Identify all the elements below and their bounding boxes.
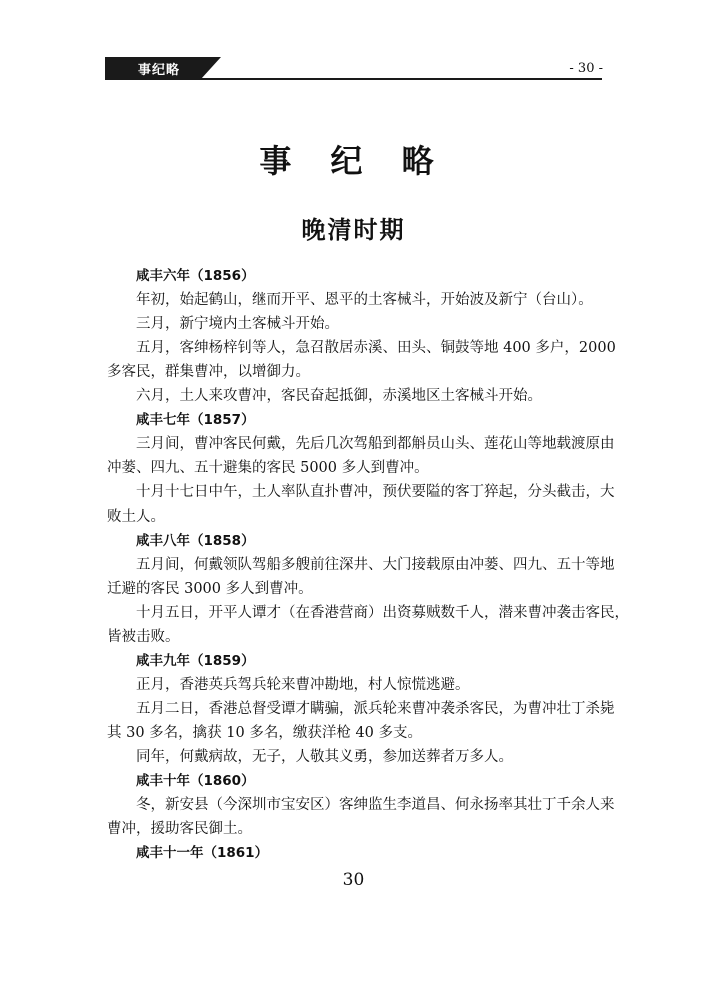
header-rule xyxy=(105,78,602,80)
header-section-label: 事纪略 xyxy=(138,63,181,78)
year-heading: 咸丰八年（1858） xyxy=(136,532,255,549)
paragraph-continuation: 皆被击败。 xyxy=(107,628,180,645)
year-heading: 咸丰六年（1856） xyxy=(136,268,255,284)
footer-page-number: 30 xyxy=(342,870,365,890)
paragraph-continuation: 曹冲，援助客民御土。 xyxy=(107,821,252,838)
year-heading: 咸丰九年（1859） xyxy=(136,652,255,669)
paragraph-continuation: 冲蒌、四九、五十避集的客民 5000 多人到曹冲。 xyxy=(107,460,429,477)
paragraph-line: 正月，香港英兵驾兵轮来曹冲勘地，村人惊慌逃避。 xyxy=(136,676,470,693)
paragraph-continuation: 迁避的客民 3000 多人到曹冲。 xyxy=(107,580,313,597)
paragraph-line: 三月间，曹冲客民何戴，先后几次驾船到都斛员山头、莲花山等地载渡原由 xyxy=(136,436,615,453)
paragraph-continuation: 败土人。 xyxy=(107,508,165,525)
page-title: 事 纪 略 xyxy=(259,142,448,180)
header-tab-slant xyxy=(201,57,221,79)
year-heading: 咸丰十年（1860） xyxy=(136,773,255,790)
paragraph-line: 十月五日，开平人谭才（在香港营商）出资募贼数千人，潜来曹冲袭击客民， xyxy=(136,604,629,621)
year-heading: 咸丰十一年（1861） xyxy=(136,845,269,862)
paragraph-line: 五月二日，香港总督受谭才瞒骗，派兵轮来曹冲袭杀客民，为曹冲壮丁杀毙 xyxy=(136,700,615,717)
paragraph-continuation: 多客民，群集曹冲，以增御力。 xyxy=(107,364,310,381)
paragraph-line: 十月十七日中午，土人率队直扑曹冲，预伏要隘的客丁猝起，分头截击，大 xyxy=(136,484,615,501)
paragraph-line: 冬，新安县（今深圳市宝安区）客绅监生李道昌、何永扬率其壮丁千余人来 xyxy=(136,797,615,814)
paragraph-line: 五月，客绅杨梓钊等人，急召散居赤溪、田头、铜鼓等地 400 多户，2000 xyxy=(136,340,616,357)
paragraph-line: 三月，新宁境内土客械斗开始。 xyxy=(136,316,339,333)
paragraph-line: 五月间，何戴领队驾船多艘前往深井、大门接载原由冲蒌、四九、五十等地 xyxy=(136,556,615,573)
paragraph-continuation: 其 30 多名，擒获 10 多名，缴获洋枪 40 多支。 xyxy=(107,724,423,741)
paragraph-line: 六月，土人来攻曹冲，客民奋起抵御，赤溪地区土客械斗开始。 xyxy=(136,388,542,405)
page-subtitle: 晚清时期 xyxy=(301,216,406,244)
paragraph-line: 同年，何戴病故，无子，人敬其义勇，参加送葬者万多人。 xyxy=(136,749,513,765)
year-heading: 咸丰七年（1857） xyxy=(136,412,255,429)
header-page-marker: - 30 - xyxy=(569,61,603,76)
paragraph-line: 年初，始起鹤山，继而开平、恩平的土客械斗，开始波及新宁（台山）。 xyxy=(136,292,593,309)
